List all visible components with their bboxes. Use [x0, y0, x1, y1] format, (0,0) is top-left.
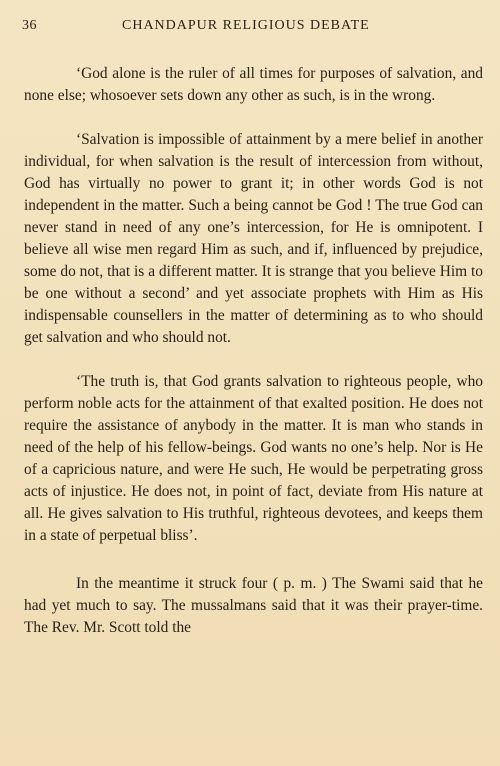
running-head: CHANDAPUR RELIGIOUS DEBATE [122, 18, 370, 33]
paragraph: ‘Salvation is impossible of attainment by a mere belief in another individual, for when salvation is the result of intercession from without, God has virtually no power to grant it; in other words God is not independent in the matter. Such a being cannot be God ! The true God can never stand in need of any one’s intercession, for He is omnipotent. I believe all wise men regard Him as such, and if, influenced by prejudice, some do not, that is a different matter. It is strange that you believe Him to be one without a second’ and yet associate prophets with Him as His indispensable counsellers in the matter of determining as to who should get salvation and who should not. [24, 131, 483, 346]
paragraph: ‘God alone is the ruler of all times for purposes of salvation, and none else; whosoever sets down any other as such, is in the wrong. [24, 65, 483, 104]
body-text [24, 63, 483, 639]
page-number: 36 [22, 18, 37, 33]
paragraph: ‘The truth is, that God grants salvation to righteous people, who perform noble acts for the attainment of that exalted position. He does not require the assistance of anybody in the matter. It is man who stands in need of the help of his fellow-beings. God wants no one’s help. Nor is He of a capricious nature, and were He such, He would be perpetrating gross acts of injustice. He does not, in point of fact, deviate from His nature at all. He gives salvation to His truthful, righteous devotees, and keeps them in a state of perpetual bliss’. [24, 373, 483, 544]
paragraph: In the meantime it struck four ( p. m. ) The Swami said that he had yet much to say. The mussalmans said that it was their prayer-time. The Rev. Mr. Scott told the [24, 575, 483, 636]
page-header [22, 18, 484, 40]
